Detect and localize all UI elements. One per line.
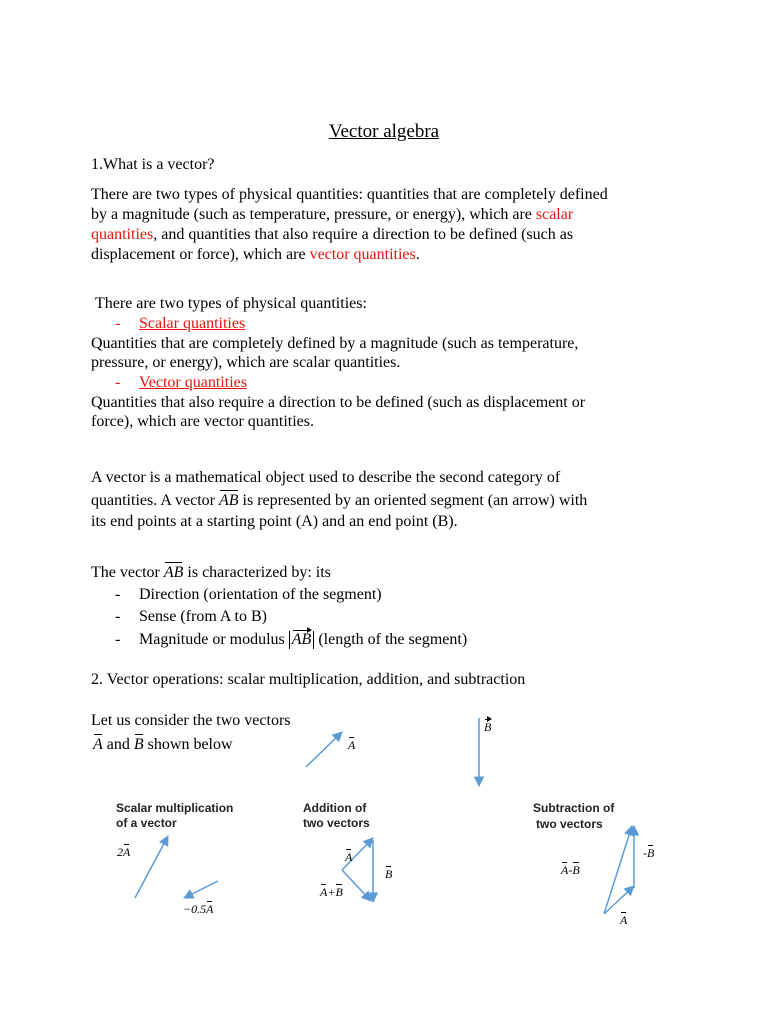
characteristic-direction: - Direction (orientation of the segment) [115, 586, 382, 603]
add-label-b: B [385, 867, 393, 881]
add-label-sum: A+B [320, 885, 343, 899]
vector-ab-symbol-2: AB [163, 564, 184, 581]
para1-line1: There are two types of physical quantities: quantities that are completely defined [91, 186, 608, 203]
vector-a-arrow [306, 732, 342, 767]
vector-neg05a-arrow [184, 881, 218, 898]
scalar-mult-title-2: of a vector [116, 816, 177, 830]
subtraction-title-1: Subtraction of [533, 801, 615, 815]
vector-quantities-highlight: vector quantities [309, 246, 416, 263]
vector-b-symbol: B [133, 736, 144, 753]
vector-ab-symbol: AB [218, 492, 239, 509]
vector-2a-arrow [135, 836, 168, 898]
vector-quantities-item: - Vector quantities [115, 374, 247, 391]
label-vector-b: B [484, 720, 492, 734]
sub-label-a: A [620, 913, 628, 927]
vector-desc-line1: Quantities that also require a direction to be defined (such as displacement or [91, 394, 586, 411]
scalar-highlight: scalar [535, 206, 574, 223]
section-1-heading: 1.What is a vector? [91, 156, 215, 173]
characteristic-magnitude: - Magnitude or modulus AB (length of the segment) [115, 631, 468, 648]
para2-intro: There are two types of physical quantities: [95, 295, 367, 312]
addition-title-2: two vectors [303, 816, 370, 830]
scalar-mult-title-1: Scalar multiplication [116, 801, 234, 815]
para3-line3: its end points at a starting point (A) and an end point (B). [91, 513, 458, 530]
quantities-highlight: quantities [91, 226, 154, 243]
para1-line4: displacement or force), which are vector quantities. [91, 246, 420, 263]
para4-intro: The vector AB is characterized by: its [91, 564, 331, 581]
modulus-symbol: AB [289, 631, 315, 649]
characteristic-sense: - Sense (from A to B) [115, 608, 267, 625]
subtraction-title-2: two vectors [536, 817, 603, 831]
section-2-heading: 2. Vector operations: scalar multiplication, addition, and subtraction [91, 671, 526, 688]
page-title: Vector algebra [328, 121, 440, 142]
vector-a-symbol: A [93, 736, 103, 753]
para1-line3: quantities, and quantities that also require a direction to be defined (such as [91, 226, 574, 243]
consider-line2: A and B shown below [93, 736, 233, 753]
scalar-desc-line1: Quantities that are completely defined by a magnitude (such as temperature, [91, 335, 579, 352]
label-neg05a: −0.5A [183, 902, 214, 916]
add-sum-arrow [342, 870, 371, 901]
sub-label-neg-b: -B [643, 846, 655, 860]
label-vector-a: A [348, 738, 356, 752]
para1-line2: by a magnitude (such as temperature, pressure, or energy), which are scalar [91, 206, 574, 223]
consider-line1: Let us consider the two vectors [91, 712, 291, 729]
label-2a: 2A [117, 845, 131, 859]
sub-label-difference: A-B [561, 863, 580, 877]
scalar-quantities-item: - Scalar quantities [115, 315, 246, 332]
para3-line2: quantities. A vector AB is represented by an oriented segment (an arrow) with [91, 492, 588, 509]
addition-title-1: Addition of [303, 801, 367, 815]
para3-line1: A vector is a mathematical object used to describe the second category of [91, 469, 561, 486]
add-label-a: A [345, 850, 353, 864]
scalar-desc-line2: pressure, or energy), which are scalar quantities. [91, 354, 401, 371]
vector-desc-line2: force), which are vector quantities. [91, 413, 315, 430]
